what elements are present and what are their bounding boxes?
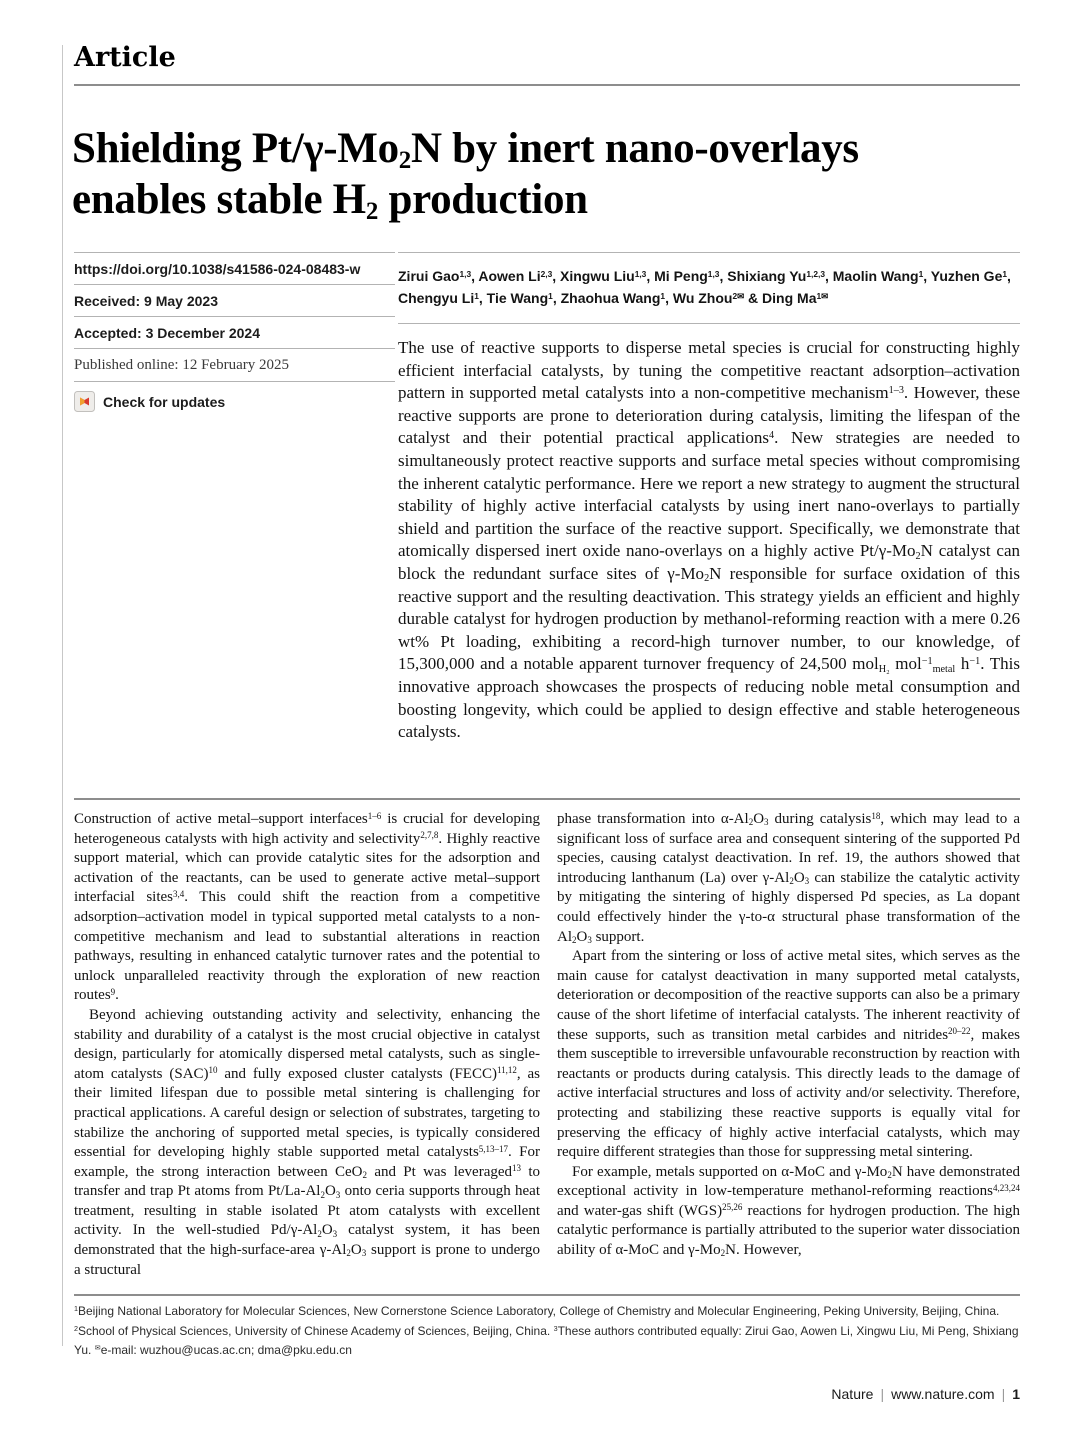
page-title bbox=[72, 123, 1024, 225]
body-paragraph: For example, metals supported on α-MoC and $\gamma-Mo_2N$ have demonstrated exceptional activity in low-temperature methanol-reforming reactions$^{4,23,24}$ and water-gas shift (WGS)$^{25,26}$ reactions for hydrogen production. The high catalytic performance is partially attributed to the superior water dissociation ability of α-MoC and $\gamma-Mo_2N$. However, bbox=[557, 1163, 1020, 1259]
body-paragraph: Beyond achieving outstanding activity and selectivity, enhancing the stability and durability of a catalyst is the most crucial objective in catalyst design, particularly for atomically dispersed metal catalysts, such as single-atom catalysts (SAC)$^{10}$ and fully exposed cluster catalysts (FECC)$^{11,12}$, as their limited lifespan due to possible metal sintering is challenging for practical applications. A careful design or selection of substrates, targeting to stabilize the anchoring of supported metal species, is typically considered essential for developing highly stable supported metal catalysts$^{5,13-17}$. For example, the strong interaction between CeO$_2$ and Pt was leveraged$^{13}$ to transfer and trap Pt atoms from $Pt/La-Al_2O_3$ onto ceria supports through heat treatment, resulting in stable isolated Pt atom catalysts with excellent activity. In the well-studied $Pd/\gamma-Al_2O_3$ catalyst system, it has been demonstrated that the high-surface-area $\gamma-Al_2O_3$ support is prone to undergo a structural bbox=[74, 1006, 541, 1278]
check-for-updates-button[interactable] bbox=[74, 381, 395, 419]
affiliations-footnote: $^1$Beijing National Laboratory for Molecular Sciences, New Cornerstone Science Laboratory, College of Chemistry and Molecular Engineering, Peking University, Beijing, China. $^2$School of Physical Sciences, University of Chinese Academy of Sciences, Beijing, China. $^3$These authors contributed equally: Zirui Gao, Aowen Li, Xingwu Liu, Mi Peng, Shixiang Yu. ✉e-mail: wuzhou@ucas.ac.cn; dma@pku.edu.cn bbox=[74, 1304, 1019, 1357]
page-footer bbox=[74, 1386, 1020, 1402]
article-kicker: Article bbox=[74, 42, 176, 73]
kicker-divider bbox=[74, 84, 1020, 86]
page-number: 1 bbox=[1012, 1386, 1020, 1402]
body-paragraph: phase transformation into $\alpha-Al_2O_3$ during catalysis$^{18}$, which may lead to a significant loss of surface area and consequent sintering of the supported Pd species, causing catalyst deactivation. In ref. 19, the authors showed that introducing lanthanum (La) over $\gamma-Al_2O_3$ can stabilize the catalytic activity by mitigating the sintering of highly dispersed Pd species, as La dopant could effectively hinder the γ-to-α structural phase transformation of the $Al_2O_3$ support. bbox=[557, 810, 1020, 945]
published-online-date: Published online: 12 February 2025 bbox=[74, 348, 395, 381]
footer-divider: | bbox=[880, 1386, 885, 1402]
header-right-column bbox=[398, 252, 1020, 744]
check-for-updates-label: Check for updates bbox=[103, 393, 226, 410]
accepted-date: Accepted: 3 December 2024 bbox=[74, 316, 395, 348]
body-paragraph: Construction of active metal–support interfaces$^{1-6}$ is crucial for developing heterogeneous catalysts with high activity and selectivity$^{2,7,8}$. Highly reactive support material, which can provide catalytic sites for the adsorption and activation of the reactants, can be used to generate active metal–support interfacial sites$^{3,4}$. This could shift the reaction from a competitive adsorption–activation model in typical supported metal catalysts to a non-competitive mechanism and lead to substantial alterations in reaction pathways, resulting in enhanced catalytic turnover rates and the potential to unlock unparalleled reactivity through the exploration of new reaction routes$^9$. bbox=[74, 810, 540, 1004]
body-right-column bbox=[557, 810, 1020, 1261]
body-divider bbox=[74, 798, 1020, 800]
journal-url: www.nature.com bbox=[891, 1386, 995, 1402]
left-margin-rule bbox=[62, 45, 63, 1346]
abstract-text: The use of reactive supports to disperse metal species is crucial for constructing highly efficient interfacial catalysts, by tuning the competitive reactant adsorption–activation pattern in supported metal catalysts into a non-competitive mechanism$^{1-3}$. However, these reactive supports are prone to deterioration during catalysis, limiting the lifespan of the catalyst and their potential practical applications$^4$. New strategies are needed to simultaneously protect reactive supports and surface metal species without compromising the inherent catalytic performance. Here we report a new strategy to augment the structural stability of highly active interfacial catalysts by using inert nano-overlays to partially shield and partition the surface of the reactive support. Specifically, we demonstrate that atomically dispersed inert oxide nano-overlays on a highly active $Pt/\gamma-Mo_2N$ catalyst can block the redundant surface sites of $\gamma-Mo_2N$ responsible for surface oxidation of this reactive support and the resulting deactivation. This strategy yields an efficient and highly durable catalyst for hydrogen production by methanol-reforming reaction with a mere 0.26 wt% Pt loading, exhibiting a record-high turnover number, to our knowledge, of 15,300,000 and a notable apparent turnover frequency of 24,500 mol$_{H_2}$ mol$^{-1}_{metal}$ $h^{-1}$. This innovative approach showcases the prospects of reducing noble metal consumption and boosting longevity, which could be applied to design effective and stable heterogeneous catalysts. bbox=[398, 323, 1020, 744]
metadata-panel bbox=[74, 252, 395, 419]
received-date: Received: 9 May 2023 bbox=[74, 284, 395, 316]
footnote-divider bbox=[74, 1294, 1020, 1296]
body-left-column bbox=[74, 810, 540, 1280]
footer-divider: | bbox=[1001, 1386, 1006, 1402]
title-line-1: Shielding $Pt/\gamma-Mo_2N$ by inert nano-overlays bbox=[72, 124, 859, 175]
author-list: Zirui Gao$^{1,3}$, Aowen Li$^{2,3}$, Xingwu Liu$^{1,3}$, Mi Peng$^{1,3}$, Shixiang Yu$^{1,2,3}$, Maolin Wang$^1$, Yuzhen Ge$^1$, Chengyu Li$^1$, Tie Wang$^1$, Zhaohua Wang$^1$, Wu Zhou$^{2✉}$ & Ding $Ma^{1✉}$ bbox=[398, 252, 1020, 309]
crossmark-icon bbox=[74, 391, 95, 412]
doi-link[interactable]: https://doi.org/10.1038/s41586-024-08483-w bbox=[74, 252, 395, 284]
body-paragraph: Apart from the sintering or loss of active metal sites, which serves as the main cause for catalyst deactivation in many supported metal catalysts, deterioration or decomposition of the reactive supports can also be a primary cause of the short lifetime of interfacial catalysts. The inherent reactivity of these supports, such as transition metal carbides and nitrides$^{20-22}$, makes them susceptible to irreversible unfavourable reconstruction by reaction with reactants or products during catalysis. This directly leads to the damage of active interfacial structures and loss of activity and/or selectivity. Therefore, protecting and stabilizing these reactive supports is equally vital for preserving the efficacy of highly active interfacial catalysts, which may require different strategies than those for suppressing metal sintering. bbox=[557, 948, 1020, 1161]
title-line-2: enables stable $H_2$ production bbox=[72, 175, 588, 226]
journal-name: Nature bbox=[831, 1386, 874, 1402]
